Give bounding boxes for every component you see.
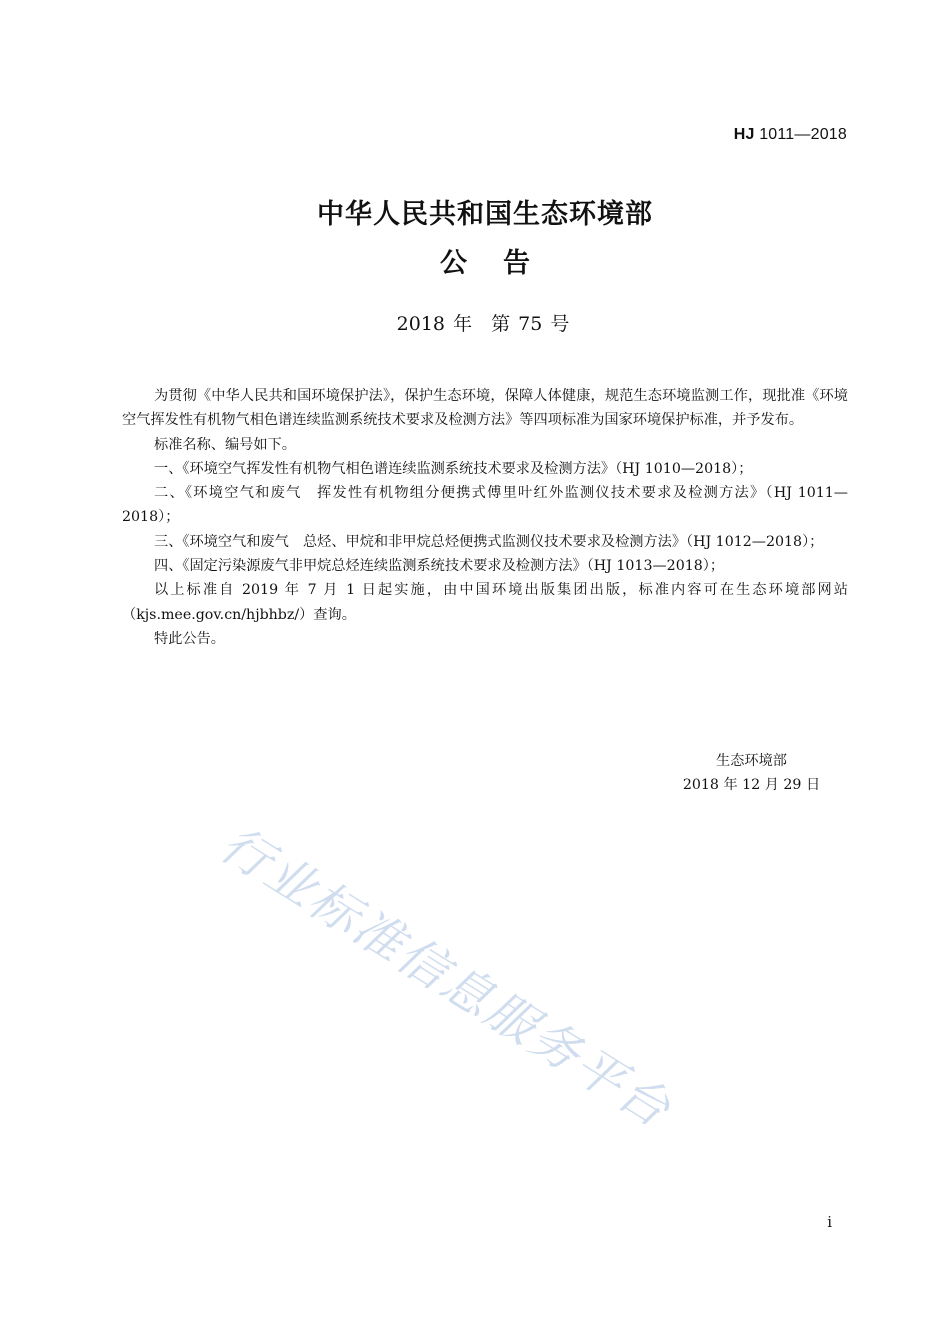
paragraph-intro: 为贯彻《中华人民共和国环境保护法》，保护生态环境，保障人体健康，规范生态环境监测工作，现批准《环境空气挥发性有机物气相色谱连续监测系统技术要求及检测方法》等四项标准为国家环境保护标准，并予发布。 [122,388,848,429]
paragraph-closing: 特此公告。 [154,630,225,647]
issue-number: 2018 年 第 75 号 [396,313,570,335]
announcement-body [122,384,848,651]
watermark: 行业标准信息服务平台 [210,815,682,1140]
standard-code [734,126,847,144]
standard-code-prefix: HJ [733,126,755,143]
paragraph-item-4: 四、《固定污染源废气非甲烷总烃连续监测系统技术要求及检测方法》（HJ 1013—2018）； [154,558,725,575]
document-subtitle: 公告 [440,248,566,279]
signature-org: 生态环境部 [716,753,787,769]
paragraph-list-heading: 标准名称、编号如下。 [154,436,296,453]
page-number: i [827,1213,832,1231]
document-title: 中华人民共和国生态环境部 [317,199,653,230]
standard-code-number: 1011—2018 [754,126,847,143]
paragraph-implementation: 以上标准自 2019 年 7 月 1 日起实施，由中国环境出版集团出版，标准内容可在生态环境部网站（kjs.mee.gov.cn/hjbhbz/）查询。 [122,582,848,623]
paragraph-item-3: 三、《环境空气和废气 总烃、甲烷和非甲烷总烃便携式监测仪技术要求及检测方法》（HJ 1012—2018）； [154,533,824,550]
paragraph-item-1: 一、《环境空气挥发性有机物气相色谱连续监测系统技术要求及检测方法》（HJ 1010—2018）； [154,460,753,477]
signature-date: 2018 年 12 月 29 日 [682,777,821,793]
paragraph-item-2: 二、《环境空气和废气 挥发性有机物组分便携式傅里叶红外监测仪技术要求及检测方法》（HJ 1011—2018）； [122,485,848,526]
